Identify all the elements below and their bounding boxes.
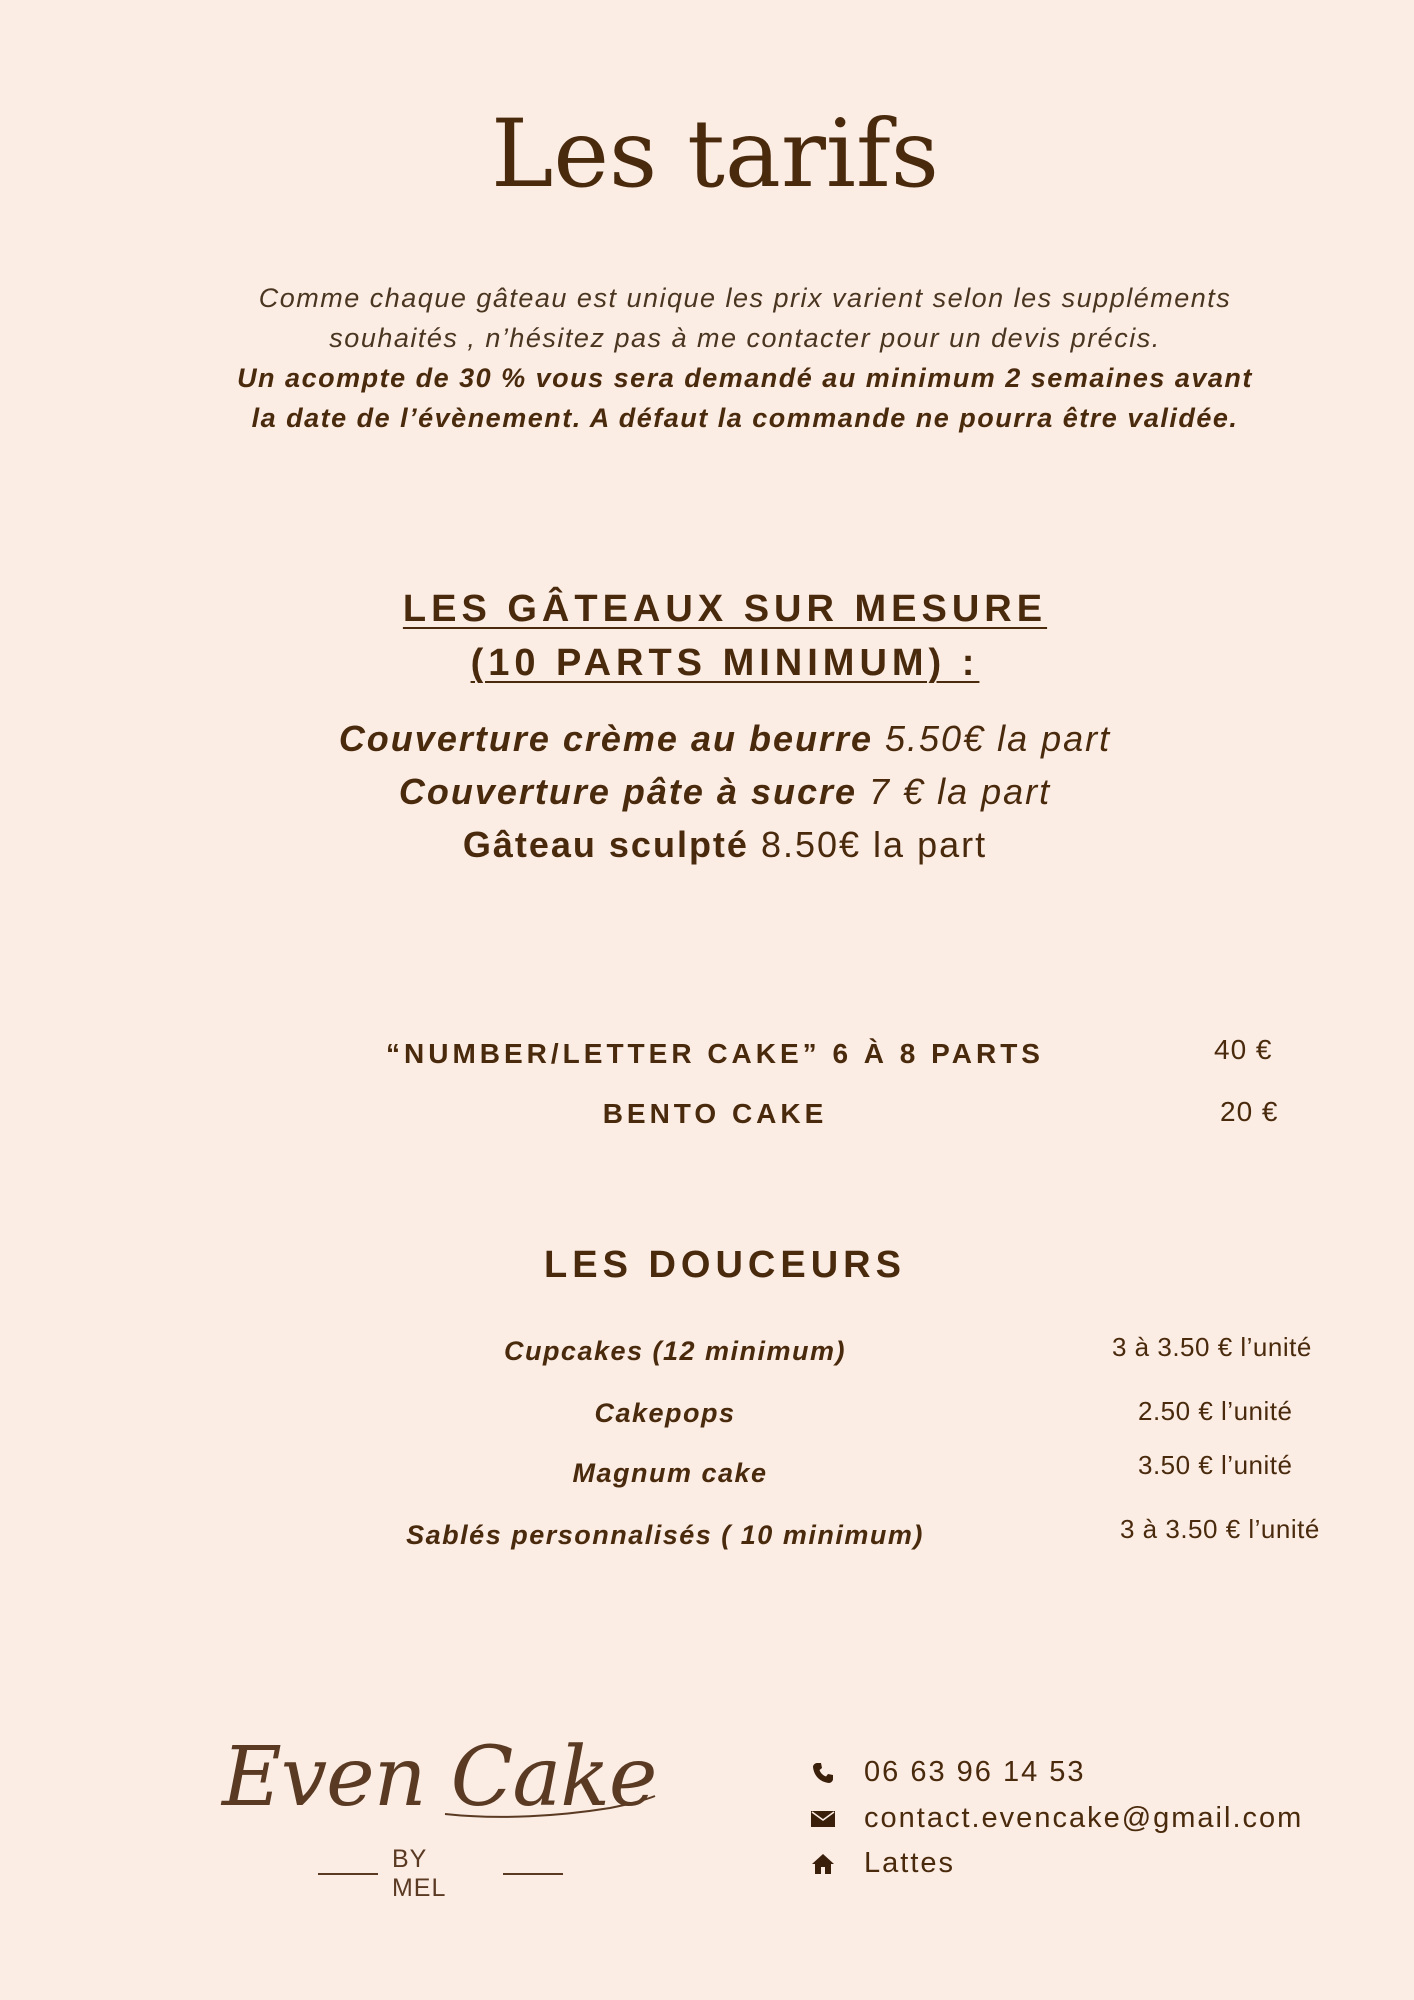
home-icon (810, 1851, 836, 1877)
contact-email: contact.evencake@gmail.com (810, 1802, 1303, 1835)
logo-script: Even Cake (222, 1730, 657, 1825)
logo-subtitle: BY MEL (318, 1845, 563, 1903)
page-title: Les tarifs (490, 100, 939, 209)
custom-cakes-heading-1: LES GÂTEAUX SUR MESURE (402, 588, 1048, 630)
sweet-name: Sablés personnalisés ( 10 minimum) (406, 1520, 924, 1550)
douceurs-heading: LES DOUCEURS (544, 1244, 906, 1286)
intro-line-2: souhaités , n’hésitez pas à me contacter pour un devis précis. (329, 323, 1161, 353)
special-cake-price: 40 € (1214, 1034, 1273, 1065)
custom-cake-item: Couverture pâte à sucre 7 € la part (398, 771, 1052, 812)
sweet-name: Cupcakes (12 minimum) (503, 1336, 847, 1366)
custom-cake-item: Couverture crème au beurre 5.50€ la part (338, 718, 1112, 759)
contact-city: Lattes (810, 1847, 955, 1880)
intro-line-1: Comme chaque gâteau est unique les prix varient selon les suppléments (258, 283, 1232, 313)
special-cake-price: 20 € (1220, 1096, 1279, 1127)
envelope-icon (810, 1806, 836, 1832)
special-cake-name: BENTO CAKE (602, 1098, 828, 1129)
sweet-name: Magnum cake (572, 1458, 768, 1488)
contact-phone: 06 63 96 14 53 (810, 1756, 1086, 1789)
intro-line-3: Un acompte de 30 % vous sera demandé au minimum 2 semaines avant (237, 363, 1253, 393)
intro-text (160, 278, 1330, 438)
custom-cakes-heading-2: (10 PARTS MINIMUM) : (470, 642, 980, 684)
logo-rule-left (318, 1873, 378, 1875)
sweet-price: 3 à 3.50 € l’unité (1120, 1514, 1320, 1544)
sweet-name: Cakepops (594, 1398, 736, 1428)
sweet-price: 3 à 3.50 € l’unité (1112, 1332, 1312, 1362)
sweet-price: 2.50 € l’unité (1138, 1396, 1293, 1426)
sweet-price: 3.50 € l’unité (1138, 1450, 1293, 1480)
special-cake-name: “NUMBER/LETTER CAKE” 6 À 8 PARTS (386, 1038, 1044, 1069)
intro-line-4: la date de l’évènement. A défaut la commande ne pourra être validée. (251, 403, 1239, 433)
custom-cake-item: Gâteau sculpté 8.50€ la part (462, 824, 988, 865)
logo-rule-right (503, 1873, 563, 1875)
phone-icon (810, 1760, 836, 1786)
logo-swash (440, 1786, 660, 1826)
